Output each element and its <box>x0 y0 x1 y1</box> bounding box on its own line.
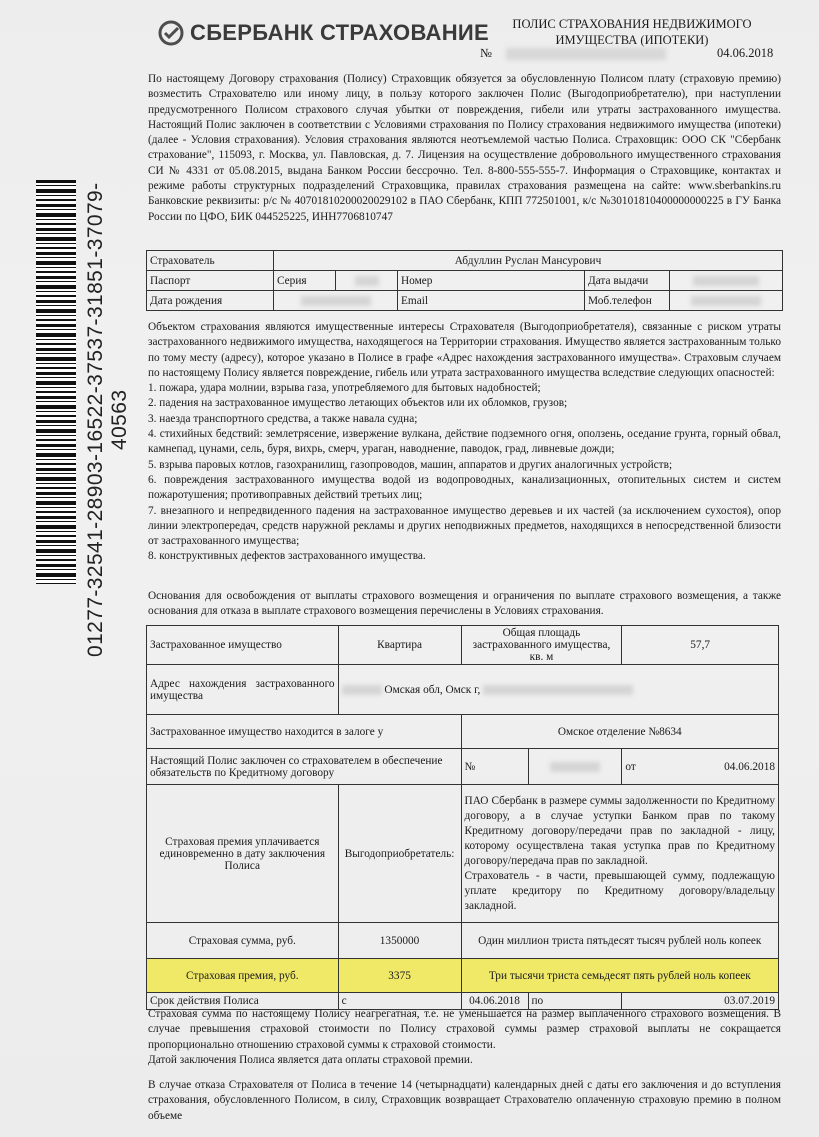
risk-item: 4. стихийных бедствий: землетрясение, извержение вулкана, действие подземного огня, оползень, оседание грунта, горный обвал, камнепад, цунами, сель, буря, вихрь, смерч, ураган, наводнение, паводок, град, ливневые дожди; <box>148 428 781 456</box>
address-row <box>147 665 779 715</box>
barcode-number: 01277-32541-28903-16522-37537-31851-37079-40563 <box>84 182 131 658</box>
refund-note: В случае отказа Страхователя от Полиса в течение 14 (четырнадцати) календарных дней с даты его заключения и до вступления страхования, обусловленного Полисом, в силу, Страховщик возвращает Страхователю оплаченную страховую премию в полном объеме <box>148 1079 781 1122</box>
premium-words: Три тысячи триста семьдесят пять рублей ноль копеек <box>461 959 778 993</box>
redacted-issue-date <box>693 276 759 286</box>
policy-title: ПОЛИС СТРАХОВАНИЯ НЕДВИЖИМОГО ИМУЩЕСТВА (ИПОТЕКИ) <box>512 17 752 47</box>
risk-item: 7. внезапного и непредвиденного падения на застрахованное имущество деревьев и их частей (за исключением сухостоя), опор линии электропередач, средств наружной рекламы и других неподвижных предметов, находящихся в непосредственной близости от застрахованного имущества; <box>148 504 781 548</box>
footer-section <box>148 1007 781 1124</box>
intro-paragraph: По настоящему Договору страхования (Полису) Страховщик обязуется за обусловленную Полисом плату (страховую премию) возместить Страхователю или иному лицу, в пользу которого заключен Полис (Выгодоприобретателю), при наступлении предусмотренного Полисом страхового случая убытки от повреждения, гибели или утраты застрахованного имущества. Настоящий Полис заключен в соответствии с Условиями страхования по Полису страхования недвижимого имущества (ипотеки) (далее - Условия страхования). Условия страхования являются неотъемлемой частью Полиса. Страховщик: ООО СК "Сбербанк страхование", 115093, г. Москва, ул. Павловская, д. 7. Лицензия на осуществление добровольного имущественного страхования СИ № 4331 от 05.08.2015, выдана Банком России бессрочно. Тел. 8-800-555-555-7. Информация о Страховщике, контактах и режиме работы структурных подразделений Страховщика, правилах страхования размещена на сайте: www.sberbankins.ru Банковские реквизиты: р/с № 40701810200020029102 в ПАО Сбербанк, КПП 772501001, к/с №30101810400000000225 в ГУ Банка России по ЦФО, БИК 044525225, ИНН7706810747 <box>148 73 781 223</box>
risk-item: 2. падения на застрахованное имущество летающих объектов или их обломков, грузов; <box>148 397 568 410</box>
sberbank-insurance-logo <box>158 20 489 46</box>
sum-words: Один миллион триста пятьдесят тысяч рублей ноль копеек <box>461 923 778 959</box>
sum-label: Страховая сумма, руб. <box>147 923 339 959</box>
credit-label: Настоящий Полис заключен со страхователем в обеспечение обязательств по Кредитному договору <box>147 749 462 785</box>
address-value: Омская обл, Омск г, <box>384 683 481 696</box>
risk-item: 3. наезда транспортного средства, а также навала судна; <box>148 412 418 425</box>
credit-number-cell <box>461 749 528 785</box>
term-from-label: с <box>341 995 347 1007</box>
premium-label: Страховая премия, руб. <box>147 959 339 993</box>
issue-date-value <box>670 271 783 291</box>
redacted-address-part <box>483 685 633 695</box>
credit-number-value <box>528 749 622 785</box>
beneficiary-cell <box>461 785 778 923</box>
area-label: Общая площадь застрахованного имущества, кв. м <box>461 626 622 665</box>
term-to-label: по <box>528 993 622 1010</box>
address-value-cell <box>338 665 778 715</box>
insured-row <box>147 251 783 271</box>
policy-terms-table <box>146 625 779 1010</box>
aggregate-note: Страховая сумма по настоящему Полису неагрегатная, т.е. не уменьшается на размер выплаченного страхового возмещения. В случае превышения страховой стоимости по Полису страховой суммы размер страховой выплаты не сокращается пропорционально отношению страховой суммы к страховой стоимости. <box>148 1008 781 1051</box>
object-text: Объектом страхования являются имущественные интересы Страхователя (Выгодоприобретателя), связанные с риском утраты застрахованного недвижимого имущества, находящегося на Территории страхования. Имущество является застрахованным только по тому месту (адресу), которое указано в Полисе в графе «Адрес нахождения застрахованного имущества». Страховым случаем по настоящему Полису является повреждение, гибель или утрата застрахованного имущества вследствие следующих опасностей: <box>148 321 781 379</box>
birth-date-value <box>274 291 398 311</box>
insured-object-section <box>148 320 781 565</box>
premium-note: Страховая премия уплачивается единовременно в дату заключения Полиса <box>147 785 339 923</box>
beneficiary-text-1: ПАО Сбербанк в размере суммы задолженности по Кредитному договору, а в случае уступки Банком прав по такому Кредитному договору/передачи прав по закладной - лицу, которому осуществлена такая уступка прав по Кредитному договору/передача прав по закладной. <box>464 794 775 867</box>
conclusion-date-note: Датой заключения Полиса является дата оплаты страховой премии. <box>148 1053 473 1066</box>
risk-item: 5. взрыва паровых котлов, газохранилищ, газопроводов, машин, аппаратов и других аналогичных устройств; <box>148 458 673 471</box>
passport-row <box>147 271 783 291</box>
credit-date-cell <box>622 749 779 785</box>
beneficiary-row <box>147 785 779 923</box>
pledge-row <box>147 715 779 749</box>
barcode-image <box>36 180 76 584</box>
pledge-label: Застрахованное имущество находится в залоге у <box>147 715 462 749</box>
insurer-table <box>146 250 783 311</box>
birth-row <box>147 291 783 311</box>
birth-date-label: Дата рождения <box>147 291 274 311</box>
credit-date: 04.06.2018 <box>724 760 775 773</box>
property-value: Квартира <box>338 626 461 665</box>
area-value: 57,7 <box>622 626 779 665</box>
address-label: Адрес нахождения застрахованного имущества <box>147 665 339 715</box>
passport-label: Паспорт <box>147 271 274 291</box>
pledge-value: Омское отделение №8634 <box>461 715 778 749</box>
credit-row <box>147 749 779 785</box>
mobile-label: Моб.телефон <box>585 291 670 311</box>
risk-item: 8. конструктивных дефектов застрахованного имущества. <box>148 550 426 563</box>
risk-item: 6. повреждения застрахованного имущества водой из водопроводных, канализационных, отопительных систем и систем пожаротушения; противоправных действий третьих лиц; <box>148 473 781 502</box>
redacted-mobile <box>691 296 761 306</box>
term-label: Срок действия Полиса <box>147 993 339 1010</box>
sberbank-logo-icon <box>158 20 184 46</box>
issue-date-label: Дата выдачи <box>585 271 670 291</box>
mobile-value <box>670 291 783 311</box>
beneficiary-label: Выгодоприобретатель: <box>338 785 461 923</box>
policy-date: 04.06.2018 <box>717 46 774 60</box>
policy-number <box>480 46 666 61</box>
beneficiary-text-2: Страхователь - в части, превышающей сумму, подлежащую уплате кредитору по Кредитному договору/владельцу закладной. <box>464 869 775 912</box>
redacted-birth-date <box>301 296 371 306</box>
sum-row <box>147 923 779 959</box>
term-from: 04.06.2018 <box>461 993 528 1010</box>
credit-number-label: № <box>464 760 476 773</box>
logo-text: СБЕРБАНК СТРАХОВАНИЕ <box>190 20 490 45</box>
series-label: Серия <box>274 271 336 291</box>
premium-row <box>147 959 779 993</box>
insured-label: Страхователь <box>147 251 274 271</box>
email-label: Email <box>398 291 585 311</box>
series-value <box>336 271 398 291</box>
term-to: 03.07.2019 <box>622 993 779 1010</box>
redacted-series <box>355 276 379 286</box>
sum-value: 1350000 <box>338 923 461 959</box>
premium-value: 3375 <box>338 959 461 993</box>
basis-paragraph: Основания для освобождения от выплаты страхового возмещения и ограничения по выплате страхового возмещения, а также основания для отказа в выплате страхового возмещения перечислены в Условиях страхования. <box>148 590 781 618</box>
property-row <box>147 626 779 665</box>
property-label: Застрахованное имущество <box>147 626 339 665</box>
risk-item: 1. пожара, удара молнии, взрыва газа, употребляемого для бытовых надобностей; <box>148 382 541 395</box>
number-label: Номер <box>398 271 585 291</box>
redacted-address-part <box>342 685 382 695</box>
credit-from-label: от <box>625 760 636 773</box>
redacted-policy-number <box>506 48 666 60</box>
policy-number-label: № <box>480 46 492 60</box>
redacted-credit-number <box>550 762 600 772</box>
insured-name: Абдуллин Руслан Мансурович <box>274 251 783 271</box>
